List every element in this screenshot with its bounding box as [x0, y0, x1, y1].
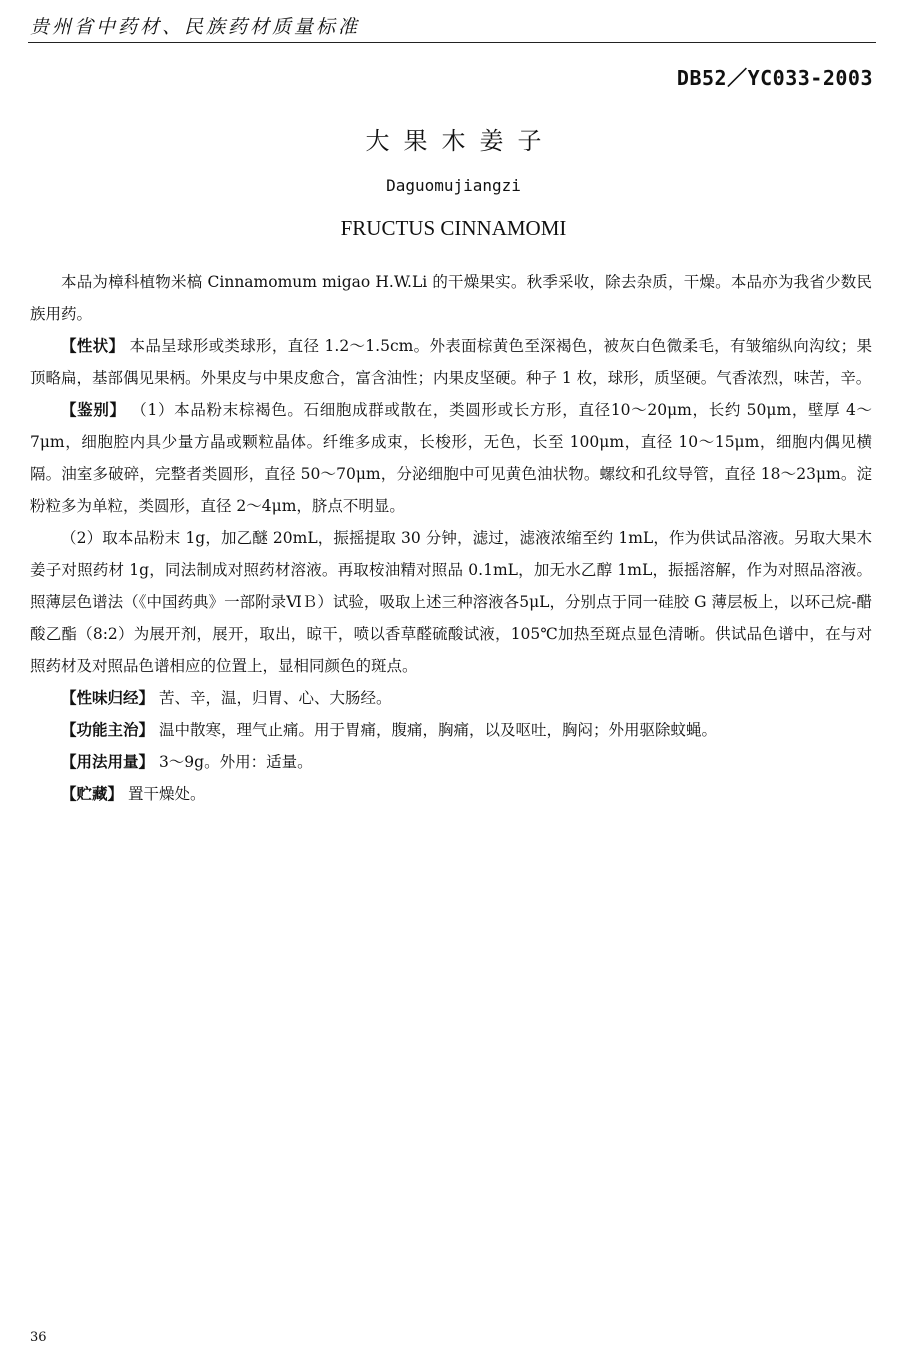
- document-code: DB52／YC033-2003: [676, 66, 873, 90]
- section-label: 【贮藏】: [61, 784, 124, 803]
- section-identification: [30, 394, 872, 522]
- section-identification-2: [30, 522, 872, 682]
- section-label: 【功能主治】: [61, 720, 155, 739]
- header-title: 贵州省中药材、民族药材质量标准: [30, 16, 361, 38]
- section-text: 苦、辛，温，归胃、心、大肠经。: [154, 689, 392, 707]
- monograph-body: [30, 266, 872, 810]
- section-text: 3～9g。外用：适量。: [154, 753, 313, 771]
- section-label: 【性味归经】: [61, 688, 155, 707]
- section-text: （2）取本品粉末 1g，加乙醚 20mL，振摇提取 30 分钟，滤过，滤液浓缩至约 1mL，作为供试品溶液。另取大果木姜子对照药材 1g，同法制成对照药材溶液。再取桉油精对照品 0.1mL，加无水乙醇 1mL，振摇溶解，作为对照品溶液。照薄层色谱法（《中国药典》一部附录ⅥＢ）试验，吸取上述三种溶液各5μL，分别点于同一硅胶 G 薄层板上，以环己烷-醋酸乙酯（8:2）为展开剂，展开，取出，晾干，喷以香草醛硫酸试液，105℃加热至斑点显色清晰。供试品色谱中，在与对照药材及对照品色谱相应的位置上，显相同颜色的斑点。: [30, 529, 872, 675]
- section-label: 【用法用量】: [61, 752, 155, 771]
- section-text: （1）本品粉末棕褐色。石细胞成群或散在，类圆形或长方形，直径10～20μm，长约 50μm，壁厚 4～7μm，细胞腔内具少量方晶或颗粒晶体。纤维多成束，长梭形，无色，长至 100μm，直径 10～15μm，细胞内偶见横隔。油室多破碎，完整者类圆形，直径 50～70μm，分泌细胞中可见黄色油状物。螺纹和孔纹导管，直径 18～23μm。淀粉粒多为单粒，类圆形，直径 2～4μm，脐点不明显。: [30, 401, 872, 515]
- monograph-pinyin: Daguomujiangzi: [386, 176, 521, 195]
- section-nature-meridian: [30, 682, 872, 714]
- section-label: 【鉴别】: [61, 400, 126, 419]
- section-description: [30, 330, 872, 394]
- monograph-title: 大果木姜子: [365, 127, 556, 155]
- section-text: 置干燥处。: [123, 785, 206, 803]
- section-dosage: [30, 746, 872, 778]
- section-text: 温中散寒，理气止痛。用于胃痛，腹痛，胸痛，以及呕吐，胸闷；外用驱除蚊蝇。: [154, 721, 717, 739]
- section-text: 本品呈球形或类球形，直径 1.2～1.5cm。外表面棕黄色至深褐色，被灰白色微柔毛，有皱缩纵向沟纹；果顶略扁，基部偶见果柄。外果皮与中果皮愈合，富含油性；内果皮坚硬。种子 1 枚，球形，质坚硬。气香浓烈，味苦，辛。: [30, 337, 872, 387]
- intro-paragraph: 本品为樟科植物米槁 Cinnamomum migao H.W.Li 的干燥果实。秋季采收，除去杂质，干燥。本品亦为我省少数民族用药。: [30, 273, 872, 323]
- section-functions: [30, 714, 872, 746]
- monograph-latin-name: FRUCTUS CINNAMOMI: [340, 216, 567, 240]
- section-storage: [30, 778, 872, 810]
- page-number: 36: [30, 1330, 47, 1345]
- section-label: 【性状】: [61, 336, 125, 355]
- header-divider: [28, 42, 876, 43]
